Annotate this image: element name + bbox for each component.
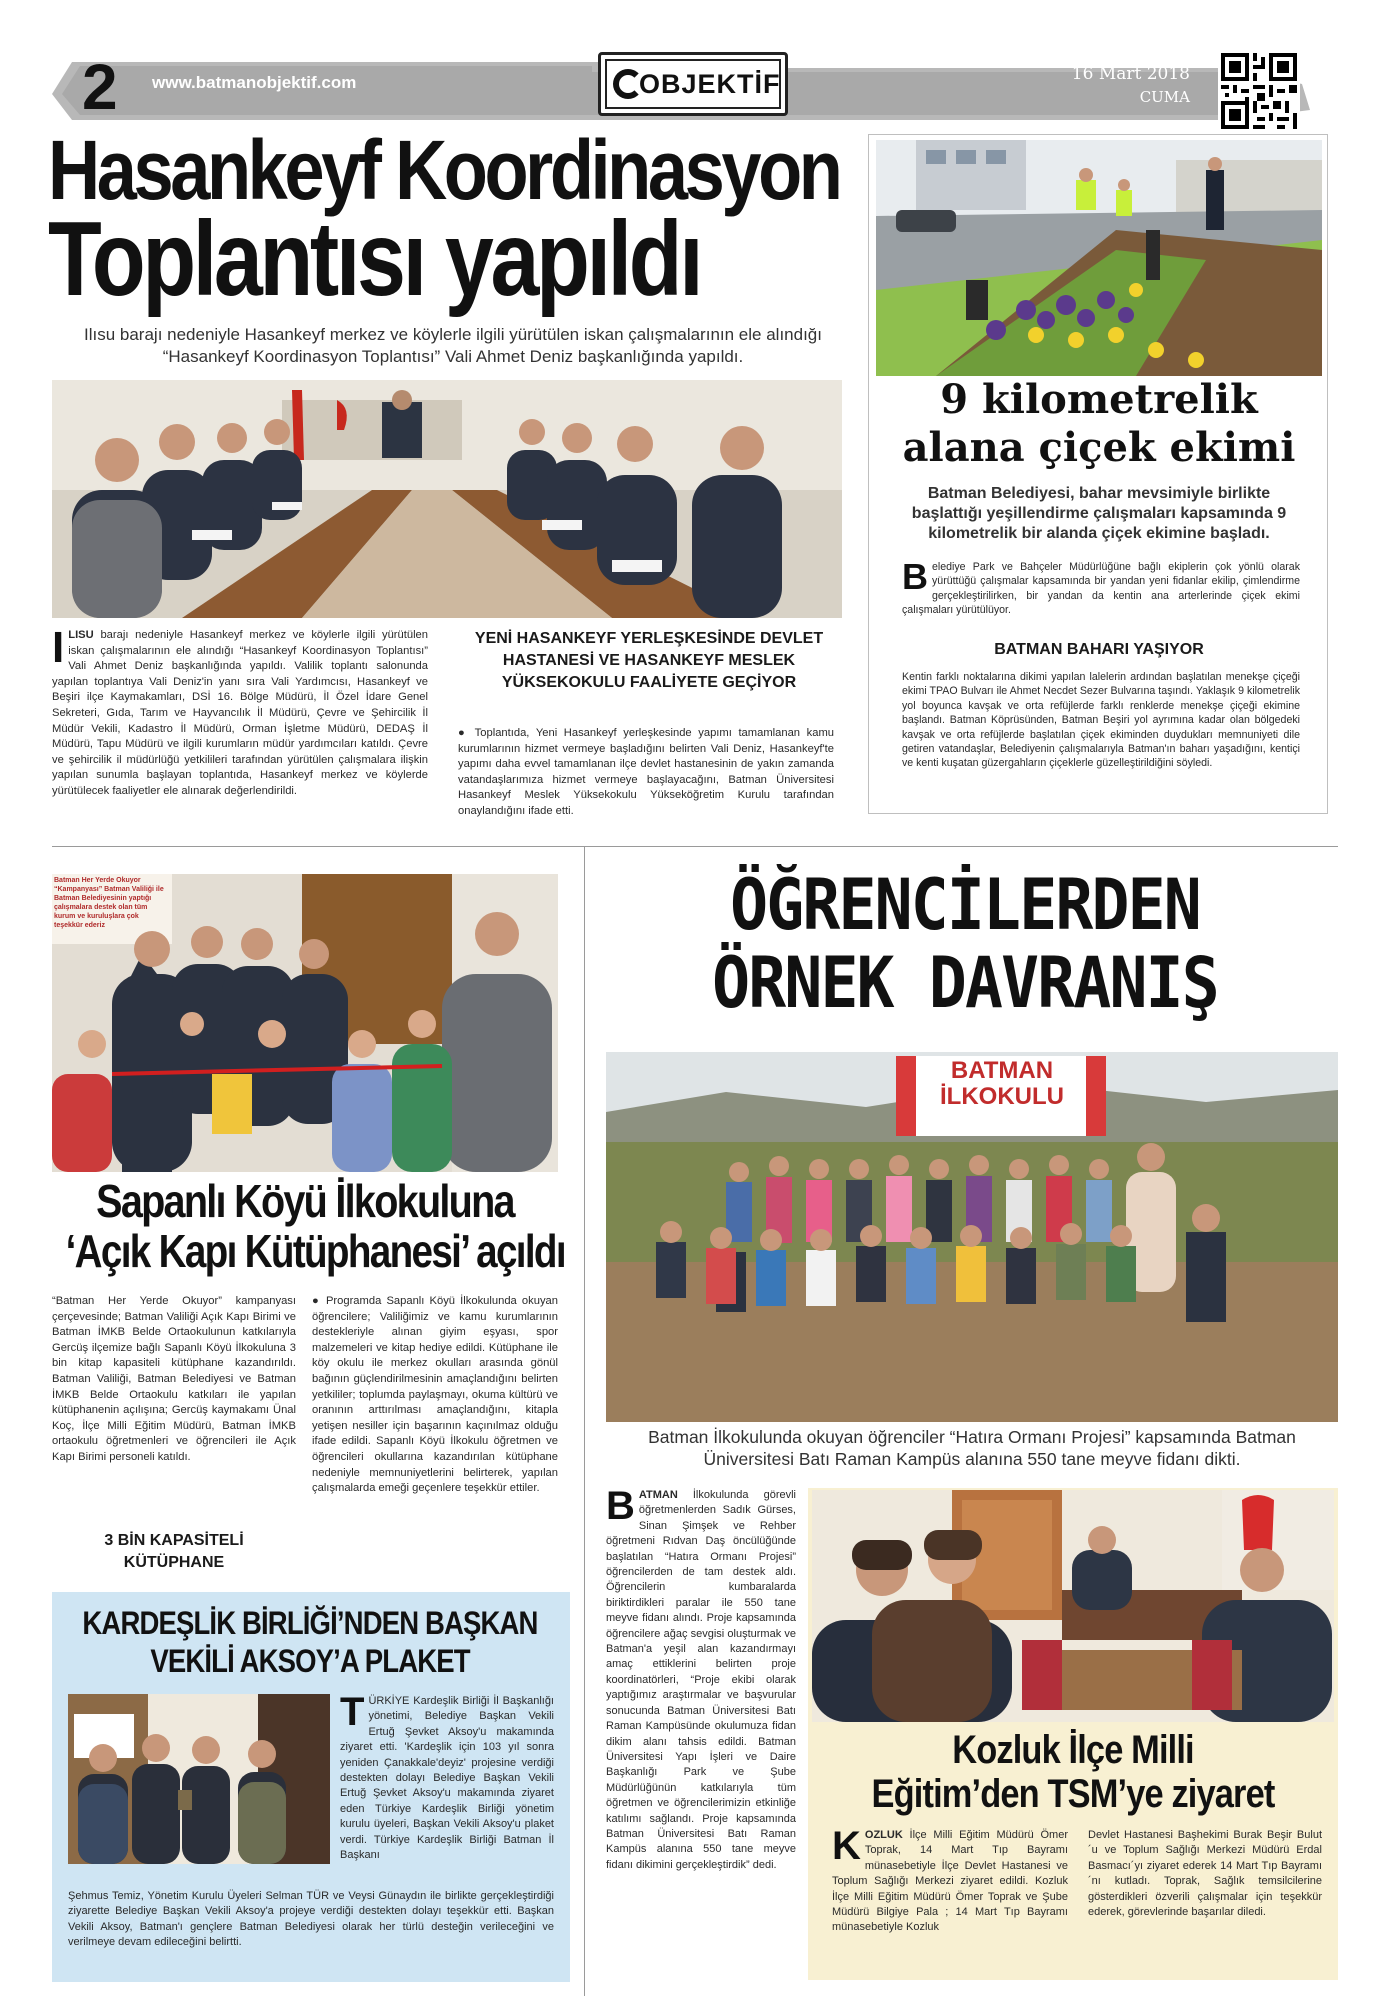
- hasankeyf-title-line1: Hasankeyf Koordinasyon: [48, 123, 840, 217]
- hasankeyf-dropcap: I: [52, 623, 65, 672]
- flowers-dropcap: B: [902, 556, 928, 597]
- library-subhead: 3 BİN KAPASİTELİ KÜTÜPHANE: [104, 1532, 244, 1571]
- issue-date: 16 Mart 2018: [1071, 64, 1190, 84]
- flowers-body1-text: elediye Park ve Bahçeler Müdürlüğüne bağlı ekiplerin çok yönlü olarak yürüttüğü çalışmalar kapsamında bir yandan yeni fidanlar ekilip, çimlendirme gerçekleştirilirken, bir yandan da kentin ana arterlerinde çiçek ekimi çalışmaları yürütülüyor.: [902, 561, 1300, 617]
- hasankeyf-body-col2-text: ● Toplantıda, Yeni Hasankeyf yerleşkesinde yapımı tamamlanan kamu kurumlarının hizmet vermeye başladığını belirten Vali Deniz, Hasankeyf'te yapımı daha evvel tamamlanan ilçe devlet hastanesinin de yakın zamanda vatandaşlarımıza hizmet vermeye başlayacağını, Batman Üniversitesi Hasankeyf Meslek Yüksekokulu Yükseköğretim Kurulu tarafından onaylandığını ifade etti.: [458, 727, 834, 817]
- meeting-photo: [52, 380, 842, 618]
- students-dropcap: B: [606, 1484, 635, 1528]
- flowers-lead: Batman Belediyesi, bahar mevsimiyle birlikte başlattığı yeşillendirme çalışmaları kapsamında 9 kilometrelik bir alanda çiçek ekimine başladı.: [911, 485, 1287, 542]
- hasankeyf-lead: Ilısu barajı nedeniyle Hasankeyf merkez ve köylerle ilgili yürütülen iskan çalışmalarının ele alındığı “Hasankeyf Koordinasyon Toplantısı” Vali Ahmet Deniz başkanlığında yapıldı.: [84, 325, 822, 366]
- library-body-col2-text: ● Programda Sapanlı Köyü İlkokulunda okuyan öğrencilere; Valiliğimiz ve kamu kurumlarının destekleriyle alınan giyim eşyası, spor malzemeleri ve kitap hediye edildi. Kütüphane ile köy okulu ile merkez okulları arasında gönül bağının güçlendirilmesinin amaçlandığını belirten yetkililer; toplumda paylaşmayı, okuma kültürü ve oranının arttırılması amaçlandığını, kitapla yetişen nesiller için başarının kaçınılmaz olduğu ifade edildi. Sapanlı Köyü İlkokulu öğretmen ve öğrencileri okullarına kazandırılan kütüphane nedeniyle memnuniyetlerini belirterek, yapılan çalışmalarda emeği geçenlere teşekkür ettiler.: [312, 1295, 558, 1494]
- library-photo-sign: Batman Her Yerde Okuyor “Kampanyası” Batman Valiliği ile Batman Belediyesinin yaptığı çalışmalara destek olan tüm kurum ve kuruluşlara çok teşekkür ederiz: [54, 877, 164, 929]
- kozluk-title-line2: Eğitim’den TSM’ye ziyaret: [871, 1772, 1275, 1816]
- library-body-col2: [312, 1294, 558, 1497]
- plaque-dropcap: T: [340, 1690, 365, 1734]
- hasankeyf-lead-word: LISU: [68, 629, 94, 641]
- hasankeyf-body-col2: [458, 726, 834, 820]
- students-photo-sign-line1: BATMAN: [950, 1057, 1054, 1084]
- kozluk-visit-photo: [812, 1490, 1334, 1722]
- kozluk-body-col1-text: İlçe Milli Eğitim Müdürü Ömer Toprak, 14 Mart Tıp Bayramı münasebetiyle İlçe Devlet Hastanesi ve Toplum Sağlığı Merkezi ziyaret edildi. Kozluk İlçe Milli Eğitim Müdürü Ömer Toprak ve Şube Müdürü Bilgiye Pala ; 14 Mart Tıp Bayramı münasebetiyle Kozluk: [832, 1829, 1068, 1934]
- flowers-title-line1: 9 kilometrelik: [940, 376, 1258, 423]
- students-lead-word: ATMAN: [638, 1489, 678, 1501]
- qr-code-icon[interactable]: [1218, 50, 1300, 132]
- flowers-subhead: BATMAN BAHARI YAŞIYOR: [994, 641, 1204, 658]
- flowers-title-line2: alana çiçek ekimi: [902, 424, 1296, 471]
- students-title-line2: ÖRNEK DAVRANIŞ: [712, 942, 1218, 1024]
- students-body-text: İlkokulunda görevli öğretmenlerden Sadık Gürses, Sinan Şimşek ve Rehber öğretmeni Rıdvan Daş öncülüğünde başlatılan “Hatıra Ormanı Projesi” öğrencilerden de tam destek aldı. Öğrencilerin kumbaralarda biriktirdikleri paralar ile 550 tane meyve fidanı alındı. Proje kapsamında öğrencilere ağaç sevgisi oluşturmak ve Batman'a yeşil alan kazandırmayı amaç ettiklerini belirten proje koordinatörleri, “Proje ekibi olarak yaptığımız araştırmalar ve başvurular sonucunda Batman Üniversitesi Batı Raman Kampüsünde okulumuza fidan dikim alanı tahsis edildi. Batman Üniversitesi Yapı İşleri ve Daire Başkanlığı Park ve Şube Müdürlüğünün katkılarıyla tüm öğretmen ve öğrencilerimizin etkinliğe katılımı sağlandı. Proje kapsamında Batman Üniversitesi Batı Raman Kampüs alanına 550 tane meyve fidanı dikimini gerçekleştirdik” dedi.: [606, 1489, 796, 1871]
- students-body: [606, 1484, 796, 1873]
- newspaper-logo: [598, 52, 788, 116]
- kozluk-title-line1: Kozluk İlçe Milli: [952, 1728, 1194, 1772]
- library-title-line2: ‘Açık Kapı Kütüphanesi’ açıldı: [65, 1225, 565, 1277]
- flowers-body2: Kentin farklı noktalarına dikimi yapılan lalelerin ardından başlatılan menekşe çiçeği ekimi TPAO Bulvarı ile Ahmet Necdet Sezer Bulvarına taşındı. Yaklaşık 9 kilometrelik yol boyunca kavşak ve orta refüjlerde farklı renklerde menekşe çiçeği ekimine başlandı. Batman Köprüsünden, Batman Beşiri yol ayrımına kadar olan bölgedeki kavşak ve orta refüjlerde başlatılan çiçek ekiminden duydukları memnuniyeti dile getiren vatandaşlar, Belediyenin çalışmalarıyla Batman'ın baharı yaşadığını, kentiçi ve kenti kuşatan güzergahların çiçeklerle güzelleştirildiğini söyledi.: [902, 671, 1300, 770]
- issue-weekday: CUMA: [1139, 88, 1190, 106]
- students-photo-sign-line2: İLKOKULU: [940, 1083, 1064, 1110]
- website-url[interactable]: www.batmanobjektif.com: [152, 73, 357, 92]
- plaque-title-line1: KARDEŞLİK BİRLİĞİ’NDEN BAŞKAN: [82, 1605, 538, 1641]
- kozluk-body-col1: [832, 1824, 1068, 1936]
- hasankeyf-subhead: YENİ HASANKEYF YERLEŞKESİNDE DEVLET HASTANESİ VE HASANKEYF MESLEK YÜKSEKOKULU FAALİYETE GEÇİYOR: [474, 630, 824, 691]
- kozluk-body-col2: Devlet Hastanesi Başhekimi Burak Beşir Bulut´u ve Toplum Sağlığı Merkezi Müdürü Erdal Basmacı´yı ziyaret ederek 14 Mart Tıp Bayramı´nı kutladı. Toprak, Sağlık temsilcilerine gösterdikleri özverili çalışmalar için teşekkür ederek, görevlerinde başarılar diledi.: [1088, 1829, 1322, 1919]
- flower-planting-photo: [876, 140, 1322, 376]
- plaque-body-bottom: Şehmus Temiz, Yönetim Kurulu Üyeleri Selman TÜR ve Veysi Günaydın ile birlikte gerçekleştirdiği ziyarette Belediye Başkan Vekili Aksoy'a projeye verdiği destekten dolayı teşekkür etti. Başkan Vekili Aksoy, Batman'ı gençlere Batman Belediyesi olarak her türlü desteğin verileceğini ve verilmeye devam edileceğini belirtti.: [68, 1890, 554, 1949]
- hasankeyf-title-line2: Toplantısı yapıldı: [48, 200, 701, 318]
- library-opening-photo: [52, 874, 558, 1172]
- plaque-photo: [68, 1694, 330, 1864]
- page-number: 2: [82, 51, 118, 123]
- students-tree-photo: [606, 1052, 1338, 1422]
- library-body-col1: “Batman Her Yerde Okuyor” kampanyası çerçevesinde; Batman Valiliği Açık Kapı Birimi ve Batman İMKB Belde Ortaokulunun katkılarıyla Gercüş ilçemize bağlı Sapanlı Köyü İlkokuluna 3 bin kitap kapasiteli kütüphane kazandırıldı. Batman Valiliği, Batman Belediyesi ve Batman İMKB Belde Ortaokulu katkıları ile yapılan kütüphanenin açılışına; Gercüş kaymakamı Ünal Koç, İlçe Milli Eğitim Müdürü, Batman İMKB ortaokulu öğretmenleri ve öğrencileri ile Açık Kapı Birimi personeli katıldı.: [52, 1295, 296, 1463]
- students-title-line1: ÖĞRENCİLERDEN: [730, 864, 1200, 946]
- kozluk-dropcap: K: [832, 1824, 861, 1868]
- plaque-body-right: [340, 1690, 554, 1863]
- flowers-body1: [902, 556, 1300, 618]
- hasankeyf-body-col1: [52, 623, 428, 800]
- hasankeyf-body-col1-text: barajı nedeniyle Hasankeyf merkez ve köylerle ilgili yürütülen iskan çalışmalarının ele alındığı “Hasankeyf Koordinasyon Toplantısı” Vali Ahmet Deniz başkanlığında yapıldı. Valilik toplantı salonunda yapılan toplantıya Vali Deniz'in yanı sıra Vali Yardımcısı, Hasankeyf ve Beşiri ilçe Kaymakamları, DSİ 16. Bölge Müdürü, İl Özel İdare Genel Sekreteri, Gıda, Tarım ve Hayvancılık İl Müdürü, Çevre ve Şehircilik İl Müdür Vekili, Kadastro İl Müdürü, Orman İşletme Müdürü, DEDAŞ İl Müdürü, Tapu Müdürü ve ilgili kurumların müdür yardımcıları katıldı. Çevre ve şehircilik il müdürlüğü yetkilileri tarafından yürütülen çalışmalara ilişkin yapılan sunumla başlayan toplantıda, Hasankeyf merkez ve köylerde yürütülecek faaliyetler ele alınarak değerlendirildi.: [52, 629, 428, 797]
- library-title-line1: Sapanlı Köyü İlkokuluna: [96, 1175, 514, 1227]
- kozluk-lead-word: OZLUK: [864, 1829, 903, 1841]
- plaque-body-right-text: ÜRKİYE Kardeşlik Birliği İl Başkanlığı yönetimi, Belediye Başkan Vekili Ertuğ Şevket Aksoy'u makamında ziyaret etti. 'Kardeşlik için 103 yıl sonra yeniden Çanakkale'deyiz' projesine verdiği destekten dolayı Belediye Başkan Vekili Ertuğ Şevket Aksoy'u makamında ziyaret eden Türkiye Kardeşlik Birliği yönetim kurulu üyeleri, Başkan Vekili Aksoy'u plaket verdi. Türkiye Kardeşlik Birliği Batman İl Başkanı: [340, 1695, 554, 1862]
- students-caption: Batman İlkokulunda okuyan öğrenciler “Hatıra Ormanı Projesi” kapsamında Batman Üniversitesi Batı Raman Kampüs alanına 550 tane meyve fidanı dikti.: [648, 1427, 1296, 1469]
- plaque-title-line2: VEKİLİ AKSOY’A PLAKET: [150, 1643, 470, 1679]
- vertical-divider: [584, 846, 585, 1996]
- horizontal-divider: [52, 846, 1338, 847]
- logo-text: OBJEKTİF: [639, 69, 781, 99]
